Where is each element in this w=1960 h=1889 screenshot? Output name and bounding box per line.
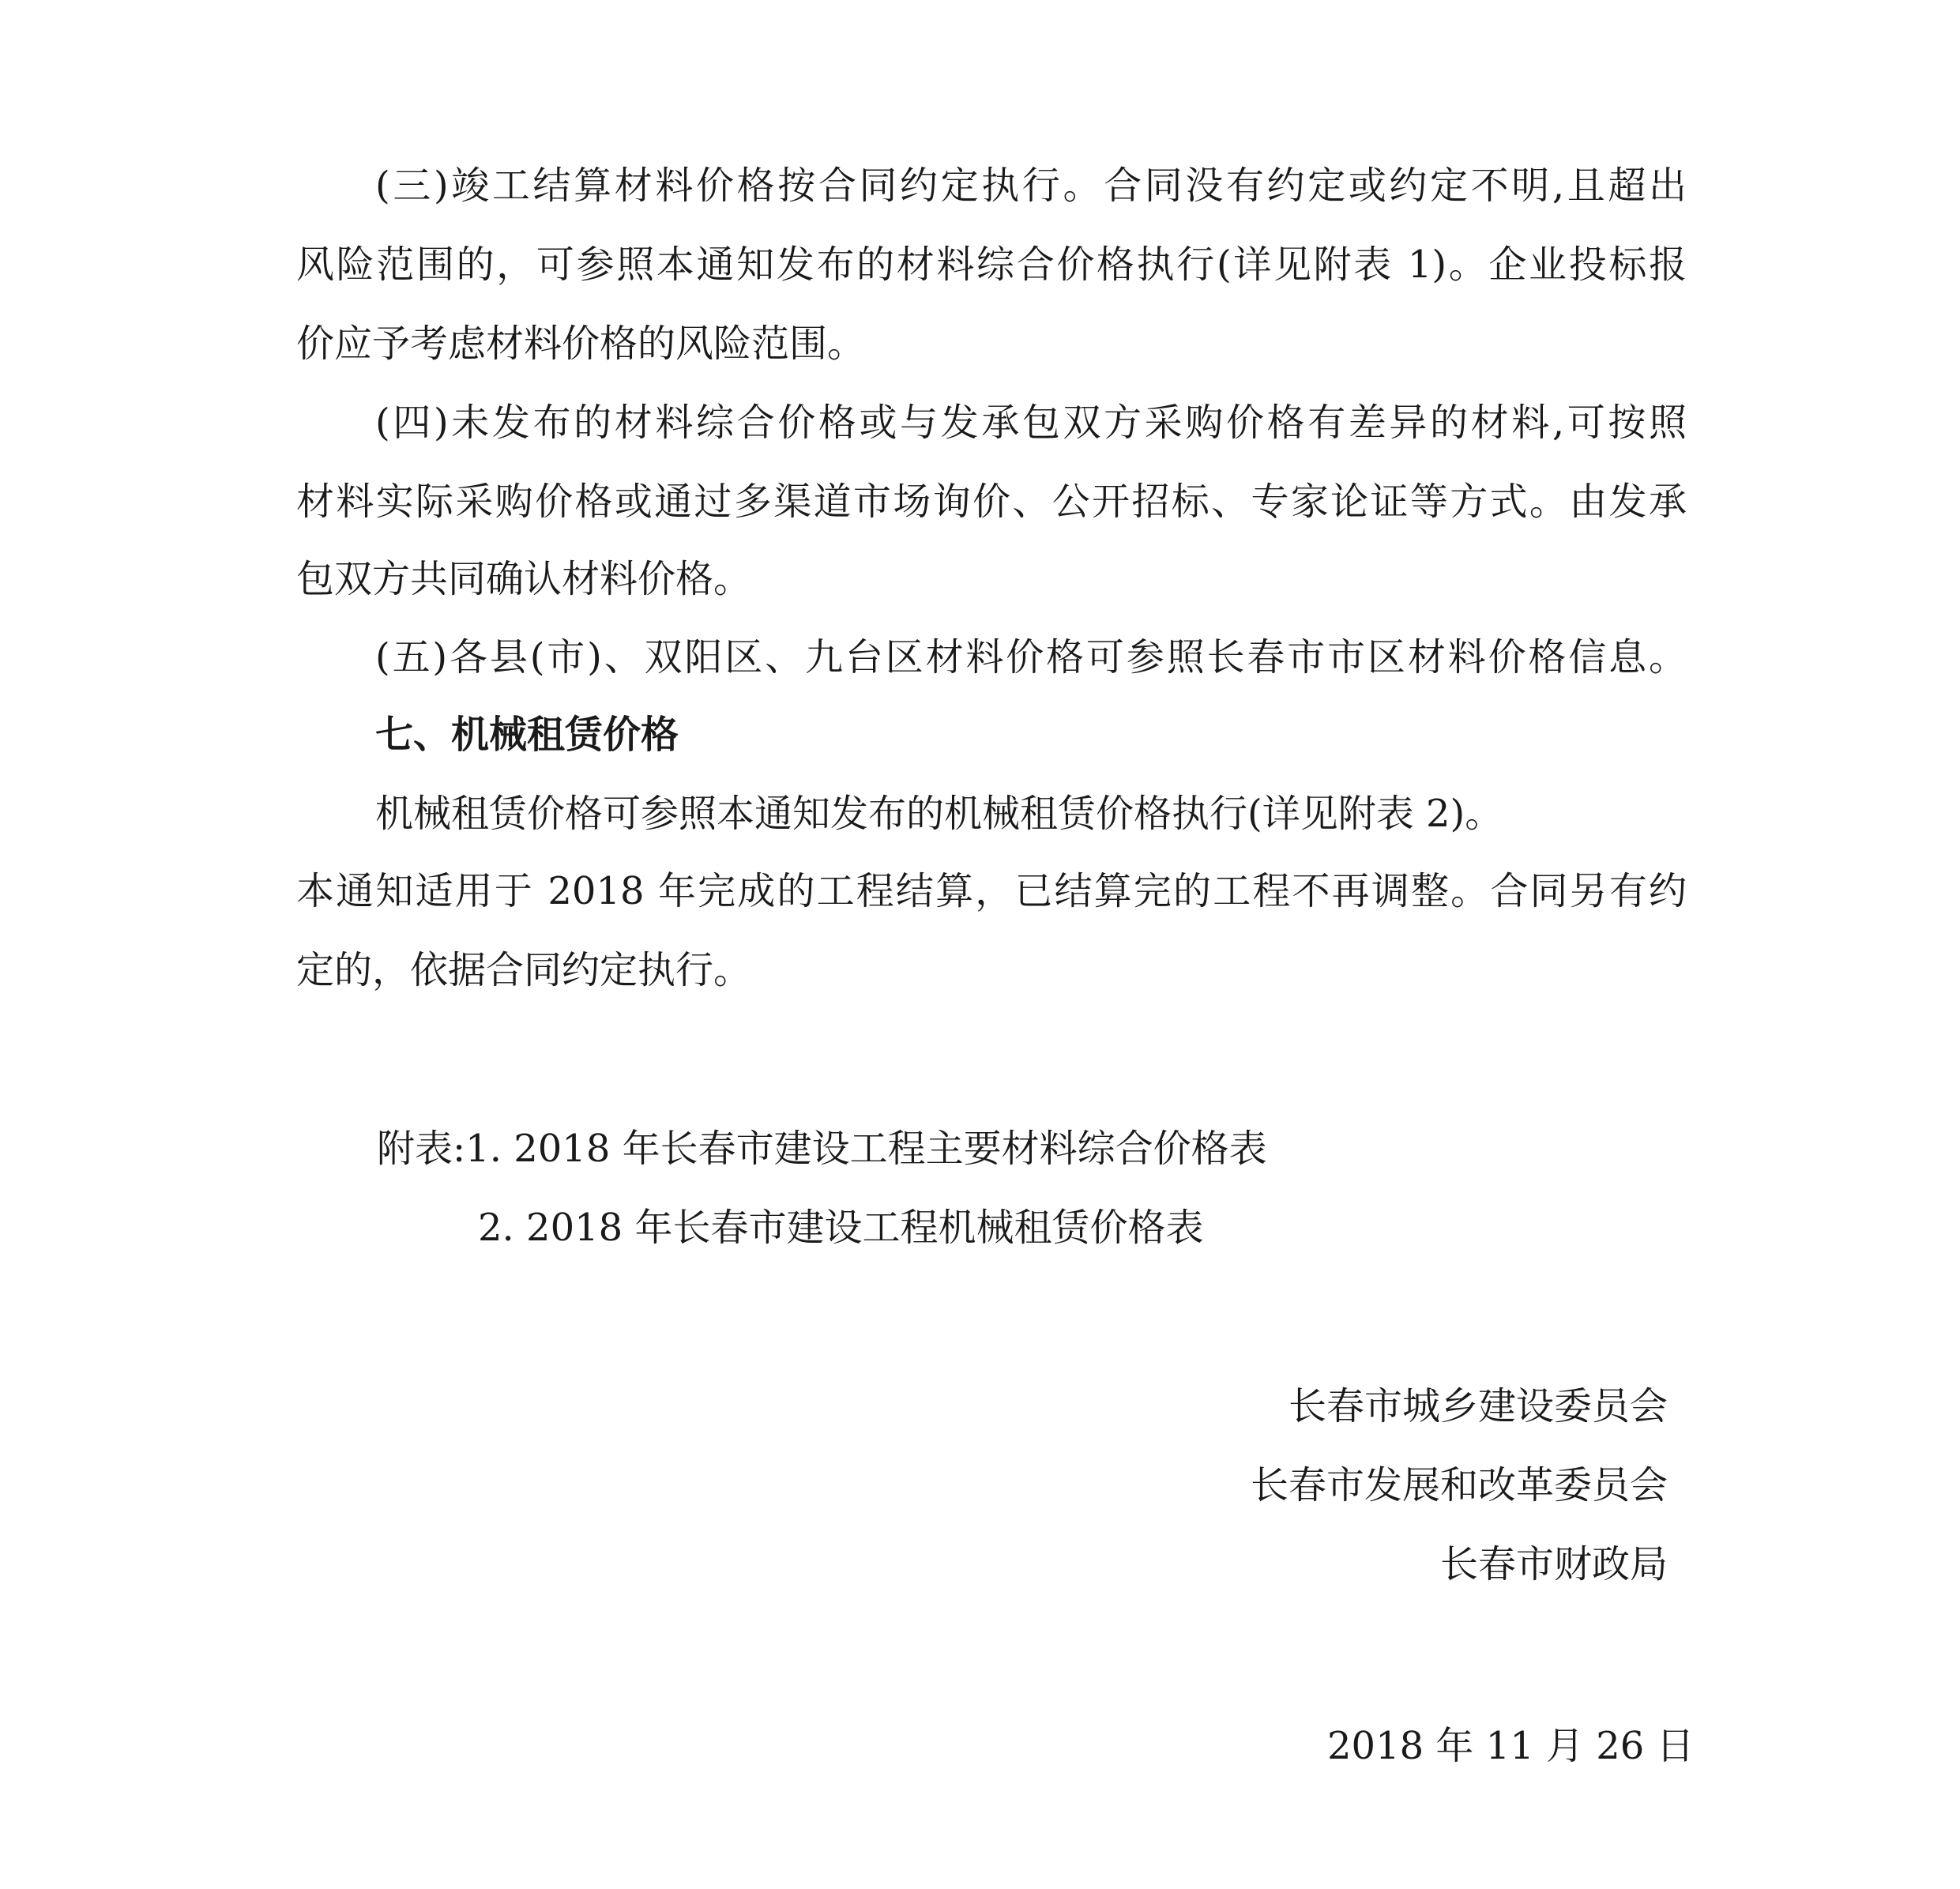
attachment-item1: 附表:1. 2018 年长春市建设工程主要材料综合价格表 <box>377 1127 1267 1171</box>
closing-line2: 定的，依据合同约定执行。 <box>296 948 752 992</box>
para4-line2: 材料实际采购价格或通过多渠道市场询价、公开招标、专家论证等方式。由发承 <box>296 480 1687 524</box>
para5-line1: (五)各县(市)、双阳区、九台区材料价格可参照长春市市区材料价格信息。 <box>375 635 1687 679</box>
para3-line3: 价应予考虑材料价格的风险范围。 <box>296 322 866 366</box>
para3-line2: 风险范围的，可参照本通知发布的材料综合价格执行(详见附表 1)。企业投标报 <box>296 243 1687 287</box>
document-date: 2018 年 11 月 26 日 <box>1327 1724 1695 1768</box>
attachment-item2: 2. 2018 年长春市建设工程机械租赁价格表 <box>478 1206 1204 1250</box>
section7-line1: 机械租赁价格可参照本通知发布的机械租赁价格执行(详见附表 2)。 <box>375 792 1503 836</box>
signatory-org3: 长春市财政局 <box>1439 1542 1668 1586</box>
section7-heading: 七、机械租赁价格 <box>375 713 679 757</box>
para4-line3: 包双方共同确认材料价格。 <box>296 557 752 601</box>
para4-line1: (四)未发布的材料综合价格或与发承包双方采购价格有差异的材料,可按照 <box>375 401 1687 445</box>
signatory-org2: 长春市发展和改革委员会 <box>1250 1463 1668 1507</box>
closing-line1: 本通知适用于 2018 年完成的工程结算，已结算完的工程不再调整。合同另有约 <box>296 869 1687 913</box>
signatory-org1: 长春市城乡建设委员会 <box>1288 1384 1668 1428</box>
para3-line1: (三)竣工结算材料价格按合同约定执行。合同没有约定或约定不明,且超出 <box>375 164 1687 208</box>
